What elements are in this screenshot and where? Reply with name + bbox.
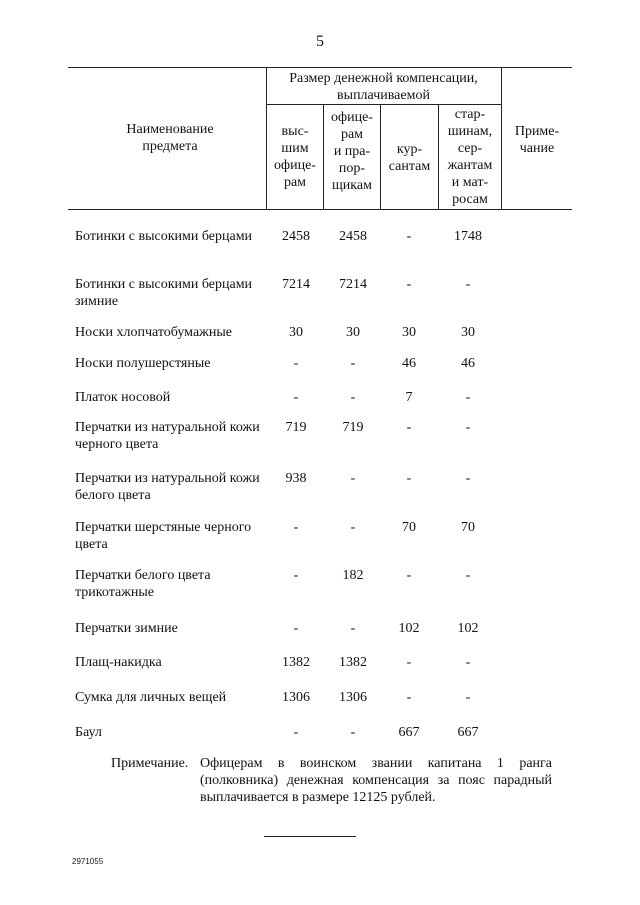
item-name: Перчатки из натуральной кожи черного цвета (75, 420, 260, 452)
footnote-label: Примечание. (111, 756, 189, 771)
value-sergeants-sailors: - (465, 420, 471, 435)
value-senior-officers: 719 (285, 420, 307, 435)
value-sergeants-sailors: 1748 (454, 229, 482, 244)
header-col-sergeants-sailors: стар- шинам, сер- жантам и мат- росам (447, 107, 493, 207)
value-cadets: - (406, 655, 412, 670)
value-cadets: - (406, 568, 412, 583)
value-sergeants-sailors: 30 (461, 325, 475, 340)
value-sergeants-sailors: - (465, 390, 471, 405)
value-officers-warrant: - (350, 725, 356, 740)
value-senior-officers: - (293, 621, 299, 636)
value-cadets: 70 (402, 520, 416, 535)
table-header-bottom-rule (68, 209, 572, 210)
value-officers-warrant: 1306 (339, 690, 367, 705)
value-officers-warrant: - (350, 390, 356, 405)
item-name: Плащ-накидка (75, 655, 162, 670)
value-cadets: 102 (398, 621, 420, 636)
value-cadets: 46 (402, 356, 416, 371)
value-sergeants-sailors: - (465, 655, 471, 670)
value-sergeants-sailors: 667 (457, 725, 479, 740)
value-officers-warrant: 7214 (339, 277, 367, 292)
value-cadets: - (406, 277, 412, 292)
signature-line (264, 836, 356, 837)
value-senior-officers: 938 (285, 471, 307, 486)
value-cadets: - (406, 690, 412, 705)
value-cadets: - (406, 471, 412, 486)
group-header-rule (266, 104, 501, 105)
value-senior-officers: 1306 (282, 690, 310, 705)
value-cadets: 7 (405, 390, 413, 405)
value-cadets: - (406, 420, 412, 435)
item-name: Перчатки зимние (75, 621, 178, 636)
value-senior-officers: - (293, 568, 299, 583)
value-officers-warrant: - (350, 520, 356, 535)
value-sergeants-sailors: 46 (461, 356, 475, 371)
value-senior-officers: 30 (289, 325, 303, 340)
value-sergeants-sailors: - (465, 690, 471, 705)
value-senior-officers: 2458 (282, 229, 310, 244)
value-senior-officers: 7214 (282, 277, 310, 292)
value-senior-officers: - (293, 725, 299, 740)
value-senior-officers: - (293, 356, 299, 371)
value-officers-warrant: - (350, 621, 356, 636)
value-senior-officers: - (293, 520, 299, 535)
item-name: Перчатки из натуральной кожи белого цвета (75, 471, 260, 503)
item-name: Ботинки с высокими берцами (75, 229, 253, 244)
header-item-name: Наименование предмета (126, 122, 214, 154)
value-sergeants-sailors: - (465, 471, 471, 486)
item-name: Носки полушерстяные (75, 356, 211, 371)
value-officers-warrant: - (350, 356, 356, 371)
item-name: Перчатки белого цвета трикотажные (75, 568, 211, 600)
value-cadets: 30 (402, 325, 416, 340)
header-col-note: Приме- чание (514, 124, 560, 156)
value-cadets: - (406, 229, 412, 244)
value-officers-warrant: 2458 (339, 229, 367, 244)
table-top-rule (68, 67, 572, 68)
header-col-officers-warrant: офице- рам и пра- пор- щикам (331, 110, 373, 193)
page-number: 5 (316, 33, 324, 50)
value-sergeants-sailors: 70 (461, 520, 475, 535)
item-name: Сумка для личных вещей (75, 690, 227, 705)
footnote-text: Офицерам в воинском звании капитана 1 ранга (полковника) денежная компенсация за пояс парадный выплачивается в размере 12125 рублей. (200, 756, 552, 805)
value-sergeants-sailors: - (465, 277, 471, 292)
item-name: Баул (75, 725, 102, 740)
value-officers-warrant: - (350, 471, 356, 486)
value-officers-warrant: 30 (346, 325, 360, 340)
value-officers-warrant: 1382 (339, 655, 367, 670)
value-sergeants-sailors: 102 (457, 621, 479, 636)
header-compensation-group: Размер денежной компенсации, выплачиваемой (289, 71, 478, 103)
value-senior-officers: - (293, 390, 299, 405)
item-name: Ботинки с высокими берцами зимние (75, 277, 253, 309)
value-senior-officers: 1382 (282, 655, 310, 670)
header-col-cadets: кур- сантам (388, 142, 431, 174)
header-col-senior-officers: выс- шим офице- рам (274, 124, 316, 190)
document-code: 2971055 (72, 857, 104, 866)
value-cadets: 667 (398, 725, 420, 740)
value-officers-warrant: 182 (342, 568, 364, 583)
item-name: Носки хлопчатобумажные (75, 325, 232, 340)
value-officers-warrant: 719 (342, 420, 364, 435)
value-sergeants-sailors: - (465, 568, 471, 583)
item-name: Платок носовой (75, 390, 171, 405)
item-name: Перчатки шерстяные черного цвета (75, 520, 252, 552)
